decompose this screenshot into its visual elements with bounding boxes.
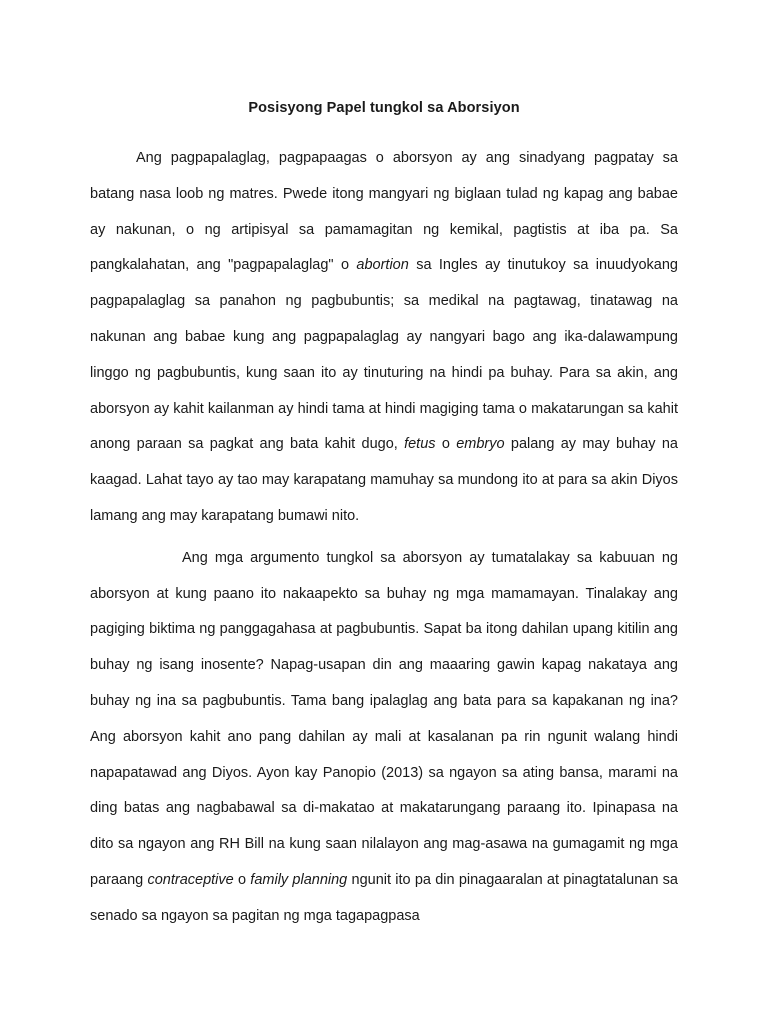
italic-term-fetus: fetus (404, 436, 436, 453)
paragraph-2-text: ngunit ito pa din pinagaaralan at pinagtatalunan sa senado sa ngayon sa pagitan ng mga tagapagpasa (90, 871, 678, 924)
italic-term-family-planning: family planning (250, 871, 348, 888)
italic-term-embryo: embryo (456, 436, 505, 453)
document-title: Posisyong Papel tungkol sa Aborsiyon (248, 100, 520, 116)
paragraph-1-text: o (435, 436, 457, 453)
paragraph-1-text: sa Ingles ay tinutukoy sa inuudyokang pagpapalaglag sa panahon ng pagbubuntis; sa medikal na pagtawag, tinatawag na nakunan ang babae kung ang pagpapalaglag ay nangyari bago ang ika-dalawampung linggo ng pagbubuntis, kung saan ito ay tinuturing na hindi pa buhay. Para sa akin, ang aborsyon ay kahit kailanman ay hindi tama at hindi magiging tama o makatarungan sa kahit anong paraan sa pagkat ang bata kahit dugo, (90, 257, 678, 453)
document-page (90, 96, 678, 935)
paragraph-2-text: Ang mga argumento tungkol sa aborsyon ay tumatalakay sa kabuuan ng aborsyon at kung paano ito nakaapekto sa buhay ng mga mamamayan. Tinalakay ang pagiging biktima ng panggagahasa at pagbubuntis. Sapat ba itong dahilan upang kitilin ang buhay ng isang inosente? Napag-usapan din ang maaaring gawin kapag nakataya ang buhay ng ina sa pagbubuntis. Tama bang ipalaglag ang bata para sa kapakanan ng ina? Ang aborsyon kahit ano pang dahilan ay mali at kasalanan pa rin ngunit walang hindi napapatawad ang Diyos. Ayon kay Panopio (2013) sa ngayon sa ating bansa, marami na ding batas ang nagbabawal sa di-makatao at makatarungang paraang ito. Ipinapasa na dito sa ngayon ang RH Bill na kung saan nilalayon ang mag-asawa na gumagamit ng mga paraang (90, 549, 678, 888)
paragraph-1-text: Ang pagpapalaglag, pagpapaagas o aborsyon ay ang sinadyang pagpatay sa batang nasa loob ng matres. Pwede itong mangyari ng biglaan tulad ng kapag ang babae ay nakunan, o ng artipisyal sa pamamagitan ng kemikal, pagtistis at iba pa. Sa pangkalahatan, ang "pagpapalaglag" o (90, 150, 678, 274)
italic-term-contraceptive: contraceptive (147, 871, 234, 888)
paragraph-1-text: palang ay may buhay na kaagad. Lahat tayo ay tao may karapatang mamuhay sa mundong ito at para sa akin Diyos lamang ang may karapatang bumawi nito. (90, 436, 678, 524)
paragraph-1 (90, 141, 678, 535)
paragraph-2 (90, 541, 678, 935)
paragraph-2-text: o (233, 871, 251, 888)
italic-term-abortion: abortion (356, 257, 409, 274)
